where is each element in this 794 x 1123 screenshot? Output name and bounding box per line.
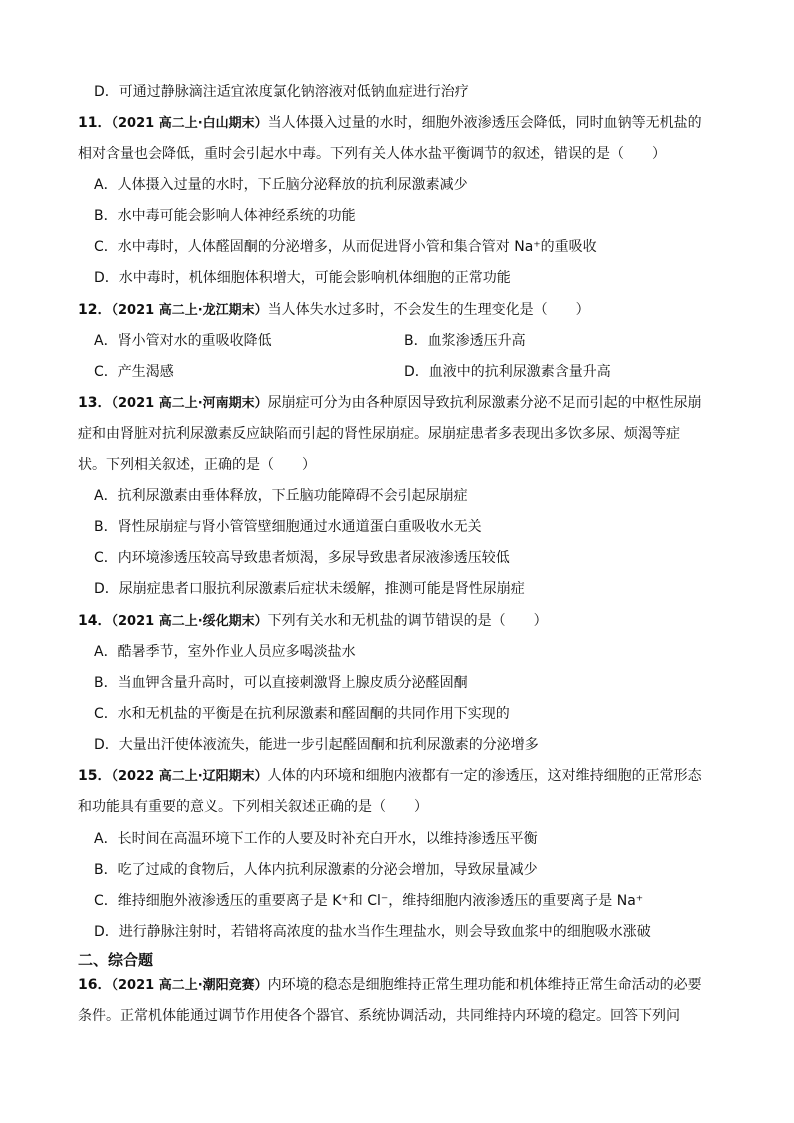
question-line — [78, 766, 718, 787]
question-text-continued: 和功能具有重要的意义。下列相关叙述正确的是（ ） — [78, 799, 428, 815]
option-text: D．水中毒时，机体细胞体积增大，可能会影响机体细胞的正常功能 — [94, 270, 511, 286]
question-number: 16． — [78, 977, 112, 993]
question-text: 内环境的稳态是细胞维持正常生理功能和机体维持正常生命活动的必要 — [267, 977, 702, 993]
option-text: D．可通过静脉滴注适宜浓度氯化钠溶液对低钠血症进行治疗 — [94, 84, 469, 100]
option-text: B．肾性尿崩症与肾小管管壁细胞通过水通道蛋白重吸收水无关 — [94, 519, 482, 535]
question-text: 人体的内环境和细胞内液都有一定的渗透压，这对维持细胞的正常形态 — [267, 768, 702, 784]
option-text: D．大量出汗使体液流失，能进一步引起醛固酮和抗利尿激素的分泌增多 — [94, 737, 539, 753]
option-text: D．进行静脉注射时，若错将高浓度的盐水当作生理盐水，则会导致血浆中的细胞吸水涨破 — [94, 924, 651, 940]
section-heading: 二、综合题 — [78, 951, 154, 969]
question-text-continued: 条件。正常机体能通过调节作用使各个器官、系统协调活动，共同维持内环境的稳定。回答下列问 — [78, 1008, 680, 1024]
question-text-continued: 相对含量也会降低，重时会引起水中毒。下列有关人体水盐平衡调节的叙述，错误的是（ ） — [78, 146, 666, 162]
option-text: A．抗利尿激素由垂体释放，下丘脑功能障碍不会引起尿崩症 — [94, 488, 468, 504]
option-text: D．尿崩症患者口服抗利尿激素后症状未缓解，推测可能是肾性尿崩症 — [94, 581, 525, 597]
question-number: 12． — [78, 302, 112, 318]
option-text: B．吃了过咸的食物后，人体内抗利尿激素的分泌会增加，导致尿量减少 — [94, 862, 538, 878]
option-text: C．内环境渗透压较高导致患者烦渴，多尿导致患者尿液渗透压较低 — [94, 550, 510, 566]
option-text: C．水中毒时，人体醛固酮的分泌增多，从而促进肾小管和集合管对 Na⁺的重吸收 — [94, 239, 597, 255]
option-text: C．水和无机盐的平衡是在抗利尿激素和醛固酮的共同作用下实现的 — [94, 706, 510, 722]
question-text: 当人体失水过多时，不会发生的生理变化是（ ） — [267, 302, 590, 318]
option-text: B．当血钾含量升高时，可以直接刺激肾上腺皮质分泌醛固酮 — [94, 675, 468, 691]
question-text: 下列有关水和无机盐的调节错误的是（ ） — [267, 613, 548, 629]
question-number: 15． — [78, 768, 112, 784]
option-text: C．维持细胞外液渗透压的重要离子是 K⁺和 Cl⁻，维持细胞内液渗透压的重要离子是 Na⁺ — [94, 893, 644, 909]
option-text: D．血液中的抗利尿激素含量升高 — [404, 364, 611, 380]
question-line — [78, 113, 718, 134]
question-number: 11． — [78, 115, 112, 131]
question-line — [78, 975, 718, 996]
question-text: 尿崩症可分为由各种原因导致抗利尿激素分泌不足而引起的中枢性尿崩 — [267, 395, 702, 411]
question-line — [78, 611, 718, 632]
option-text: B．水中毒可能会影响人体神经系统的功能 — [94, 208, 356, 224]
option-text: A．肾小管对水的重吸收降低 — [94, 333, 272, 349]
question-number: 14． — [78, 613, 112, 629]
question-source: （2022 高二上·辽阳期末） — [111, 769, 268, 784]
question-text: 当人体摄入过量的水时，细胞外液渗透压会降低，同时血钠等无机盐的 — [267, 115, 702, 131]
option-text: B．血浆渗透压升高 — [404, 333, 526, 349]
question-line — [78, 300, 718, 321]
question-text-continued: 症和由肾脏对抗利尿激素反应缺陷而引起的肾性尿崩症。尿崩症患者多表现出多饮多尿、烦渴等症 — [78, 426, 680, 442]
option-text: A．酷暑季节，室外作业人员应多喝淡盐水 — [94, 644, 356, 660]
question-source: （2021 高二上·白山期末） — [111, 116, 268, 131]
option-text: A．长时间在高温环境下工作的人要及时补充白开水，以维持渗透压平衡 — [94, 831, 538, 847]
question-source: （2021 高二上·河南期末） — [111, 396, 268, 411]
question-source: （2021 高二上·绥化期末） — [111, 614, 268, 629]
option-text: A．人体摄入过量的水时，下丘脑分泌释放的抗利尿激素减少 — [94, 177, 468, 193]
question-source: （2021 高二上·潮阳竞赛） — [111, 978, 268, 993]
question-source: （2021 高二上·龙江期末） — [111, 303, 268, 318]
question-number: 13． — [78, 395, 112, 411]
question-line — [78, 393, 718, 414]
option-text: C．产生渴感 — [94, 364, 174, 380]
question-text-continued: 状。下列相关叙述，正确的是（ ） — [78, 457, 316, 473]
